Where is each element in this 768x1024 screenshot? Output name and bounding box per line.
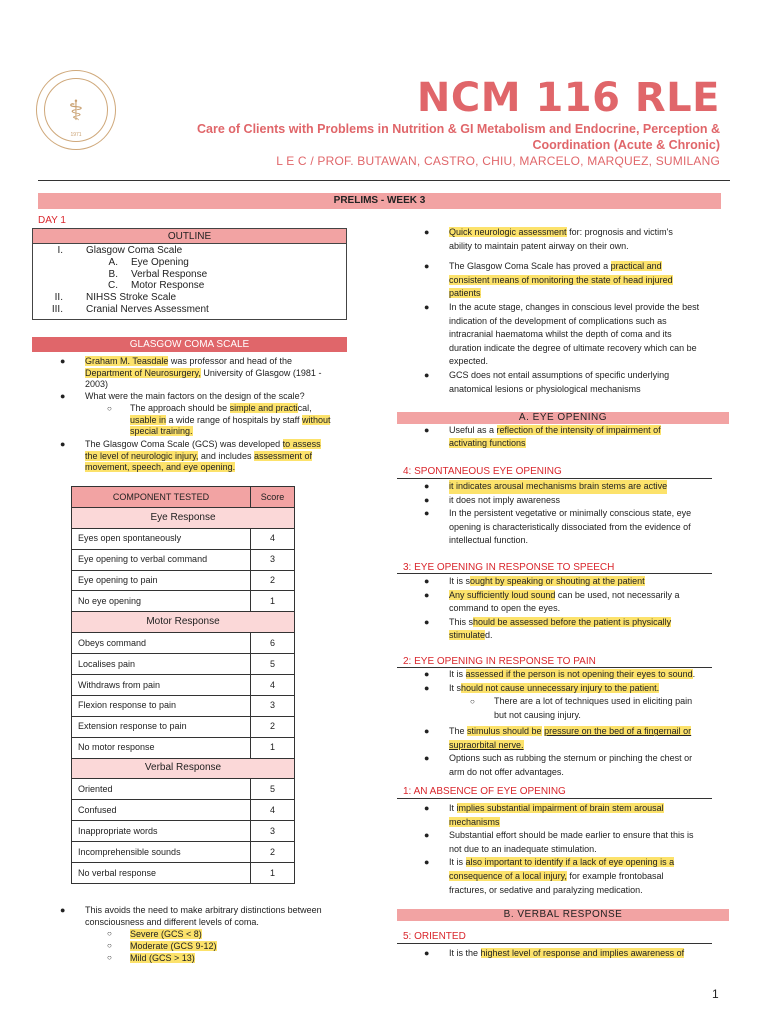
list-item: ● it does not imply awareness xyxy=(424,494,561,505)
list-item: ● The Glasgow Coma Scale has proved a practical and consistent means of monitoring the state of head injured patients xyxy=(424,261,673,299)
list-item: ● What were the main factors on the design of the scale? xyxy=(60,391,305,401)
list-item: ● GCS does not entail assumptions of specific underlying anatomical lesions or physiological mechanisms xyxy=(424,370,670,394)
heading-underline xyxy=(397,798,712,799)
table-row: No motor response 1 xyxy=(72,737,295,758)
list-item: ● In the persistent vegetative or minimally conscious state, eye opening is characteristically dissociated from the evidence of intellectual function. xyxy=(424,508,692,546)
speech-heading: 3: EYE OPENING IN RESPONSE TO SPEECH xyxy=(403,562,615,573)
table-row: No verbal response 1 xyxy=(72,863,295,884)
list-item: ● It should not cause unnecessary injury to the patient. xyxy=(424,682,660,693)
list-item: ● Graham M. Teasdale was professor and head of the Department of Neurosurgery, University of Glasgow (1981 - 2003) xyxy=(60,356,322,389)
oriented-heading: 5: ORIENTED xyxy=(403,931,466,942)
list-item: ● Quick neurologic assessment for: prognosis and victim's ability to maintain patent airway on their own. xyxy=(424,227,673,251)
subtitle-line-1: Care of Clients with Problems in Nutrition & GI Metabolism and Endocrine, Perception & xyxy=(197,122,720,136)
table-row: Inappropriate words 3 xyxy=(72,821,295,842)
table-row: Flexion response to pain 3 xyxy=(72,695,295,716)
outline-box xyxy=(32,228,347,320)
caduceus-icon: ⚕ xyxy=(68,94,84,127)
table-row: Localises pain 5 xyxy=(72,654,295,675)
moderate-label: Moderate (GCS 9-12) xyxy=(130,941,217,951)
outline-item: II. NIHSS Stroke Scale xyxy=(54,292,177,304)
list-item: ● The stimulus should be pressure on the bed of a fingernail or supraorbital nerve. xyxy=(424,726,692,750)
list-item: ● The Glasgow Coma Scale (GCS) was developed to assess the level of neurologic injury, and includes assessment of movement, speech, and eye opening. xyxy=(60,439,321,472)
list-item: ● In the acute stage, changes in conscious level provide the best indication of the development of complications such as intracranial haematoma whilst the depth of coma and its duration indicate the degree of ultimate recovery which can be expected. xyxy=(424,302,700,367)
heading-underline xyxy=(397,573,712,574)
header-score: Score xyxy=(251,487,295,508)
list-item: ● It implies substantial impairment of brain stem arousal mechanisms xyxy=(424,803,664,827)
spontaneous-list xyxy=(424,480,730,548)
right-intro-bullets xyxy=(424,226,730,397)
table-row: Withdraws from pain 4 xyxy=(72,675,295,696)
outline-list xyxy=(33,244,346,319)
heading-underline xyxy=(397,943,712,944)
category-row: Eye Response xyxy=(72,507,295,528)
outline-item: A. Eye Opening xyxy=(108,256,189,268)
list-item: ● Substantial effort should be made earlier to ensure that this is not due to an inadequate stimulation. xyxy=(424,830,694,854)
absence-heading: 1: AN ABSENCE OF EYE OPENING xyxy=(403,786,566,797)
table-row: Incomprehensible sounds 2 xyxy=(72,842,295,863)
oriented-list xyxy=(424,947,730,961)
list-item: ● It is also important to identify if a lack of eye opening is a consequence of a local injury, for example frontobasal fractures, or sedative and paralyzing medication. xyxy=(424,857,675,895)
table-row: Eye opening to verbal command 3 xyxy=(72,549,295,570)
list-item: ● Options such as rubbing the sternum or pinching the chest or arm do not offer advantages. xyxy=(424,753,693,777)
gcs-table xyxy=(71,486,295,884)
severe-label: Severe (GCS < 8) xyxy=(130,929,202,939)
header-divider xyxy=(38,180,730,181)
week-banner: PRELIMS - WEEK 3 xyxy=(38,193,721,209)
list-item: ○ There are a lot of techniques used in eliciting pain but not causing injury. xyxy=(470,696,693,720)
table-row: Obeys command 6 xyxy=(72,633,295,654)
table-row: Oriented 5 xyxy=(72,779,295,800)
list-item: ○ The approach should be simple and practical, usable in a wide range of hospitals by staff without special training. xyxy=(107,403,331,436)
list-item: ● It is assessed if the person is not opening their eyes to sound. xyxy=(424,669,696,679)
spontaneous-heading: 4: SPONTANEOUS EYE OPENING xyxy=(403,466,562,477)
pain-heading: 2: EYE OPENING IN RESPONSE TO PAIN xyxy=(403,656,596,667)
list-item: ● This should be assessed before the patient is physically stimulated. xyxy=(424,616,672,641)
gcs-section-header: GLASGOW COMA SCALE xyxy=(32,337,347,352)
list-item: ● It is sought by speaking or shouting at the patient xyxy=(424,576,645,586)
absence-list xyxy=(424,802,730,897)
foundation-logo xyxy=(36,70,116,150)
header-component: COMPONENT TESTED xyxy=(72,487,251,508)
course-subtitle xyxy=(120,121,720,154)
table-row: Confused 4 xyxy=(72,800,295,821)
table-row: Extension response to pain 2 xyxy=(72,716,295,737)
list-item: ● It is the highest level of response and implies awareness of xyxy=(424,948,685,958)
outline-item: I. Glasgow Coma Scale xyxy=(57,245,183,256)
verbal-response-header: B. VERBAL RESPONSE xyxy=(397,909,729,921)
day-label: DAY 1 xyxy=(38,215,66,226)
category-row: Motor Response xyxy=(72,612,295,633)
outline-item: III. Cranial Nerves Assessment xyxy=(51,303,209,315)
list-item: ● Any sufficiently loud sound can be used, not necessarily a command to open the eyes. xyxy=(424,589,680,614)
table-header-row xyxy=(72,487,295,508)
authors-line: L E C / PROF. BUTAWAN, CASTRO, CHIU, MARCELO, MARQUEZ, SUMILANG xyxy=(276,154,720,168)
heading-underline xyxy=(397,478,712,479)
list-item: ● it indicates arousal mechanisms brain stems are active xyxy=(424,480,730,494)
page-number: 1 xyxy=(712,987,719,1001)
table-row: Eyes open spontaneously 4 xyxy=(72,528,295,549)
subtitle-line-2: Coordination (Acute & Chronic) xyxy=(532,138,720,153)
logo-year: 1971 xyxy=(70,131,82,138)
table-row: No eye opening 1 xyxy=(72,591,295,612)
eye-opening-header: A. EYE OPENING xyxy=(397,412,729,424)
outline-item: B. Verbal Response xyxy=(108,268,208,280)
outline-title: OUTLINE xyxy=(33,229,346,244)
category-row: Verbal Response xyxy=(72,758,295,779)
mild-label: Mild (GCS > 13) xyxy=(130,953,195,963)
outline-item: C. Motor Response xyxy=(108,280,205,292)
gcs-bullets xyxy=(60,356,360,475)
course-title: NCM 116 RLE xyxy=(416,75,720,121)
speech-list xyxy=(424,575,730,643)
pain-list xyxy=(424,668,730,780)
table-row: Eye opening to pain 2 xyxy=(72,570,295,591)
